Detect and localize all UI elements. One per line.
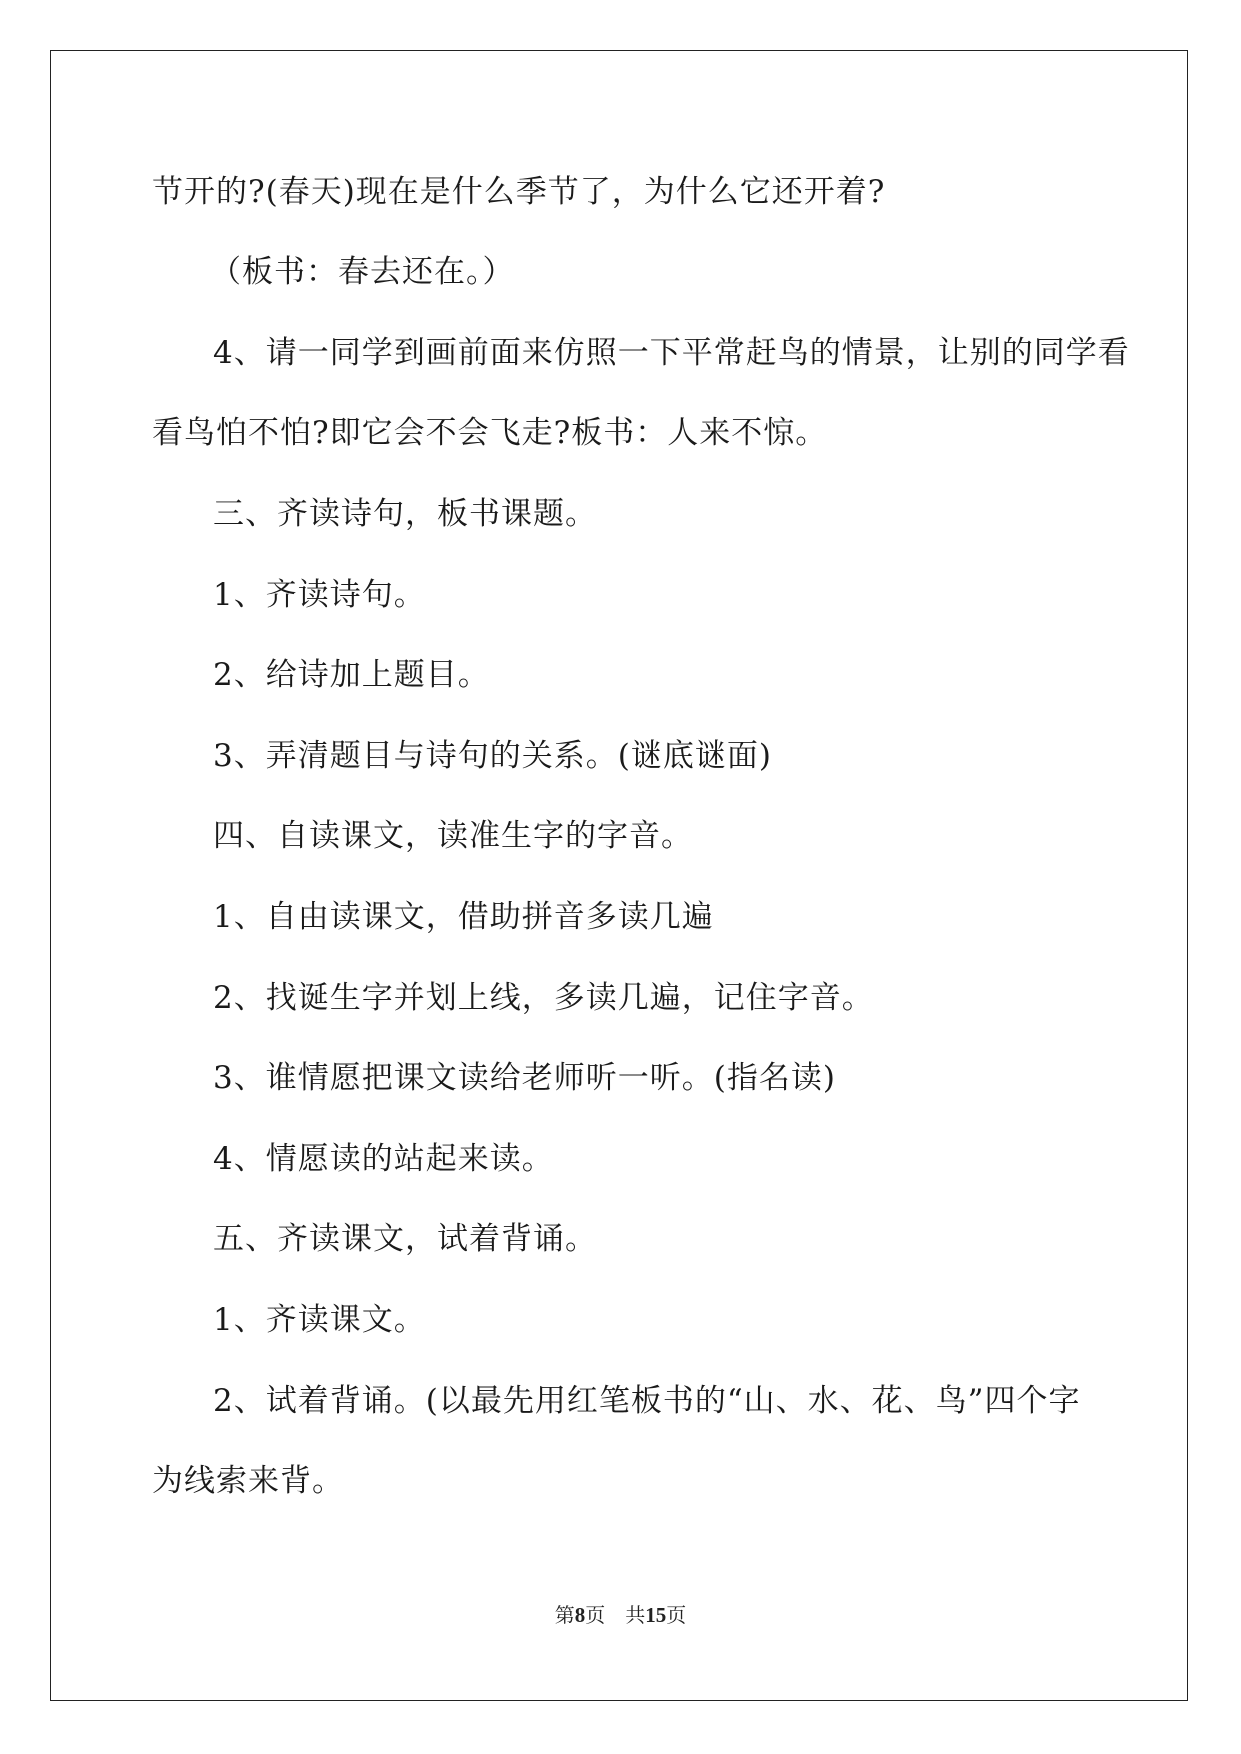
section-heading: 五、齐读课文，试着背诵。	[213, 1221, 597, 1257]
current-page-number: 8	[574, 1603, 586, 1627]
page-prefix: 第	[554, 1603, 575, 1627]
list-item: 3、弄清题目与诗句的关系。(谜底谜面)	[213, 738, 772, 774]
list-item: 1、自由读课文，借助拼音多读几遍	[213, 899, 714, 935]
list-item: 1、齐读课文。	[213, 1302, 426, 1338]
section-heading: 四、自读课文，读准生字的字音。	[213, 818, 693, 854]
list-item: 2、找诞生字并划上线，多读几遍，记住字音。	[213, 980, 874, 1016]
page-border	[50, 50, 1188, 1701]
list-item: 1、齐读诗句。	[213, 577, 426, 613]
total-page-number: 15	[645, 1603, 667, 1627]
paragraph-line: 节开的?(春天)现在是什么季节了，为什么它还开着?	[152, 174, 886, 210]
list-item: 3、谁情愿把课文读给老师听一听。(指名读)	[213, 1060, 836, 1096]
page-suffix: 页	[666, 1603, 687, 1627]
section-heading: 三、齐读诗句，板书课题。	[213, 496, 597, 532]
list-item: 4、情愿读的站起来读。	[213, 1141, 554, 1177]
paragraph-line: 看鸟怕不怕?即它会不会飞走?板书：人来不惊。	[152, 415, 828, 451]
list-item: 2、试着背诵。(以最先用红笔板书的“山、水、花、鸟”四个字	[213, 1383, 1081, 1419]
paragraph-line: 为线索来背。	[152, 1463, 344, 1499]
list-item: 2、给诗加上题目。	[213, 657, 490, 693]
paragraph-line: （板书：春去还在。）	[210, 254, 515, 290]
page-number-footer	[0, 1602, 1241, 1628]
page-mid: 页 共	[585, 1603, 646, 1627]
paragraph-line: 4、请一同学到画前面来仿照一下平常赶鸟的情景，让别的同学看	[213, 335, 1130, 371]
